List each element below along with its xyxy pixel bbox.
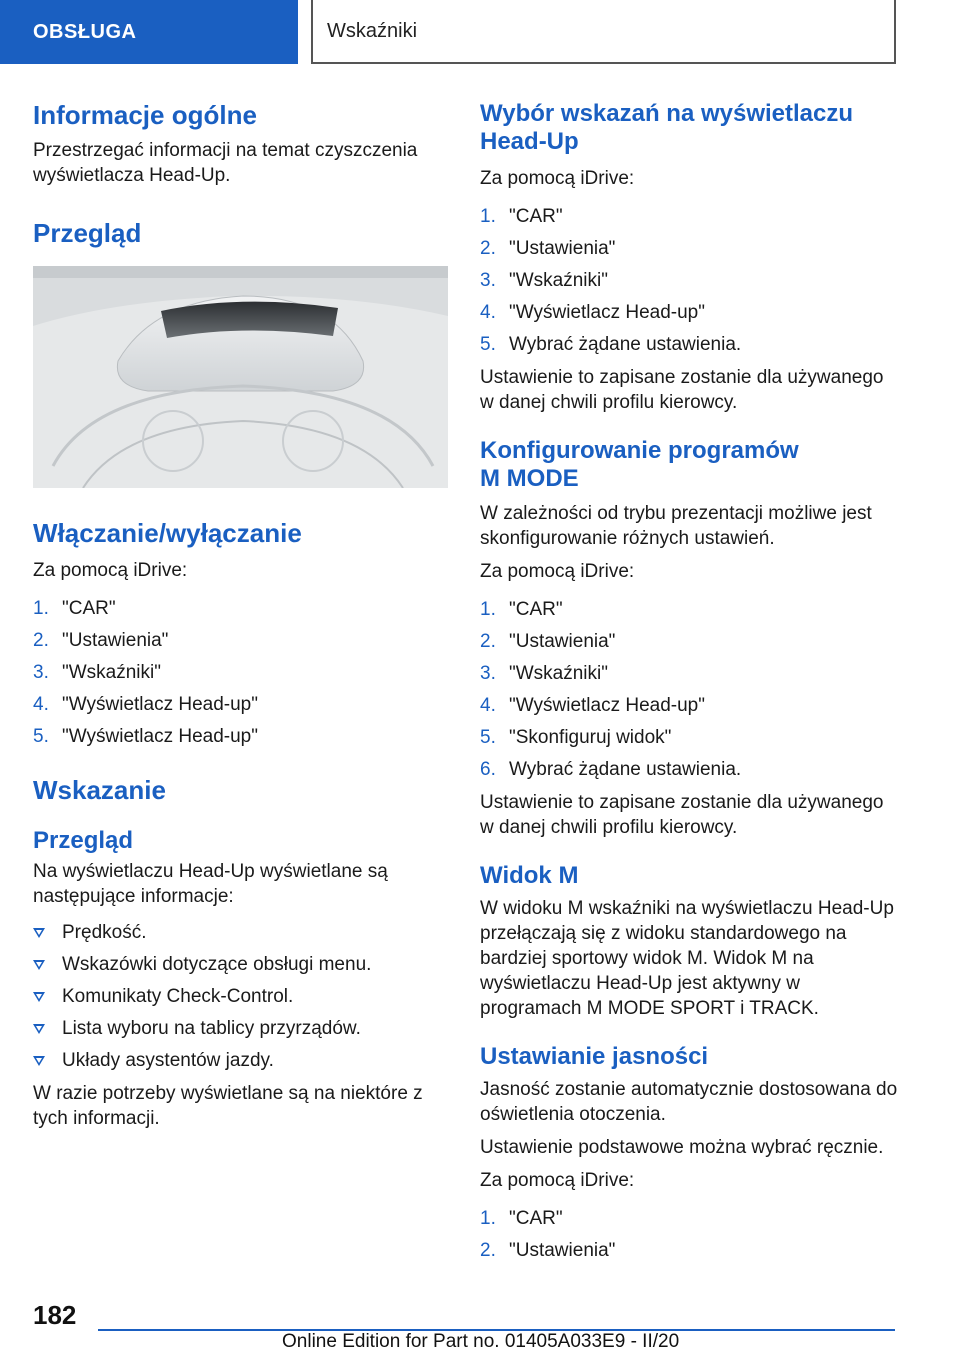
list-item: 5. "Skonfiguruj widok" bbox=[480, 727, 672, 748]
display-text: Na wyświetlaczu Head-Up wyświetlane są następujące informacje: bbox=[33, 861, 388, 907]
overview-title: Przegląd bbox=[33, 218, 142, 248]
onoff-title: Włączanie/wyłączanie bbox=[33, 518, 302, 548]
list-item: 1. "CAR" bbox=[480, 206, 563, 227]
section-tab bbox=[0, 0, 298, 64]
general-title: Informacje ogólne bbox=[33, 100, 257, 130]
select-title: Wybór wskazań na wyświetlaczu Head-Up bbox=[480, 100, 854, 155]
list-item: 3. "Wskaźniki" bbox=[480, 270, 608, 291]
general-text: Przestrzegać informacji na temat czyszczenia wyświetlacza Head-Up. bbox=[33, 140, 418, 186]
list-item: 1. "CAR" bbox=[480, 1208, 563, 1229]
section-label: OBSŁUGA bbox=[33, 20, 137, 43]
triangle-bullet-icon bbox=[33, 928, 45, 938]
triangle-bullet-icon bbox=[33, 1024, 45, 1034]
brightness-title: Ustawianie jasności bbox=[480, 1043, 709, 1070]
brightness-text1: Jasność zostanie automatycznie dostosowana do oświetlenia otoczenia. bbox=[480, 1079, 898, 1125]
list-item: 5. Wybrać żądane ustawienia. bbox=[480, 334, 742, 355]
list-item: 4. "Wyświetlacz Head-up" bbox=[33, 694, 258, 715]
list-item: 1. "CAR" bbox=[33, 598, 116, 619]
brightness-text2: Ustawienie podstawowe można wybrać ręcznie. bbox=[480, 1137, 884, 1158]
list-item: 2. "Ustawienia" bbox=[480, 238, 616, 259]
select-note: Ustawienie to zapisane zostanie dla używanego w danej chwili profilu kierowcy. bbox=[480, 367, 884, 413]
left-column bbox=[33, 100, 448, 1131]
mview-title: Widok M bbox=[480, 862, 579, 889]
list-item: 2. "Ustawienia" bbox=[480, 1240, 616, 1261]
mmode-note: Ustawienie to zapisane zostanie dla używanego w danej chwili profilu kierowcy. bbox=[480, 792, 884, 838]
list-item: 2. "Ustawienia" bbox=[33, 630, 169, 651]
list-item: 5. "Wyświetlacz Head-up" bbox=[33, 726, 258, 747]
list-item: Lista wyboru na tablicy przyrządów. bbox=[33, 1017, 448, 1041]
chapter-label: Wskaźniki bbox=[327, 19, 418, 42]
brightness-steps bbox=[480, 1207, 900, 1263]
list-item: Prędkość. bbox=[33, 921, 448, 945]
chapter-header bbox=[311, 0, 896, 64]
select-steps bbox=[480, 205, 900, 357]
mmode-steps bbox=[480, 598, 900, 782]
page-number: 182 bbox=[33, 1300, 77, 1330]
display-bullets bbox=[33, 921, 448, 1073]
display-note: W razie potrzeby wyświetlane są na niektóre z tych informacji. bbox=[33, 1083, 423, 1129]
list-item: Układy asystentów jazdy. bbox=[33, 1049, 448, 1073]
right-column bbox=[480, 100, 900, 1271]
brightness-intro: Za pomocą iDrive: bbox=[480, 1170, 635, 1191]
display-title: Wskazanie bbox=[33, 775, 166, 805]
display-subtitle: Przegląd bbox=[33, 827, 134, 854]
list-item: 1. "CAR" bbox=[480, 599, 563, 620]
list-item: 2. "Ustawienia" bbox=[480, 631, 616, 652]
mview-text: W widoku M wskaźniki na wyświetlaczu Head-Up przełączają się z widoku standardowego na bardziej sportowy widok M. Widok M na wyświetlaczu Head-Up jest aktywny w programach M MODE SPORT i TRACK. bbox=[480, 898, 894, 1019]
edition-note: Online Edition for Part no. 01405A033E9 - II/20 bbox=[282, 1331, 680, 1352]
list-item: 4. "Wyświetlacz Head-up" bbox=[480, 695, 705, 716]
mmode-intro: Za pomocą iDrive: bbox=[480, 561, 635, 582]
onoff-intro: Za pomocą iDrive: bbox=[33, 560, 188, 581]
triangle-bullet-icon bbox=[33, 960, 45, 970]
head-up-display-photo bbox=[33, 266, 448, 488]
list-item: 4. "Wyświetlacz Head-up" bbox=[480, 302, 705, 323]
triangle-bullet-icon bbox=[33, 992, 45, 1002]
dashboard-illustration bbox=[33, 266, 448, 488]
mmode-title: Konfigurowanie programów M MODE bbox=[480, 437, 799, 492]
list-item: 6. Wybrać żądane ustawienia. bbox=[480, 759, 742, 780]
triangle-bullet-icon bbox=[33, 1056, 45, 1066]
list-item: 3. "Wskaźniki" bbox=[33, 662, 161, 683]
list-item: 3. "Wskaźniki" bbox=[480, 663, 608, 684]
mmode-text: W zależności od trybu prezentacji możliwe jest skonfigurowanie różnych ustawień. bbox=[480, 503, 872, 549]
list-item: Komunikaty Check-Control. bbox=[33, 985, 448, 1009]
onoff-steps bbox=[33, 597, 448, 749]
select-intro: Za pomocą iDrive: bbox=[480, 168, 635, 189]
list-item: Wskazówki dotyczące obsługi menu. bbox=[33, 953, 448, 977]
